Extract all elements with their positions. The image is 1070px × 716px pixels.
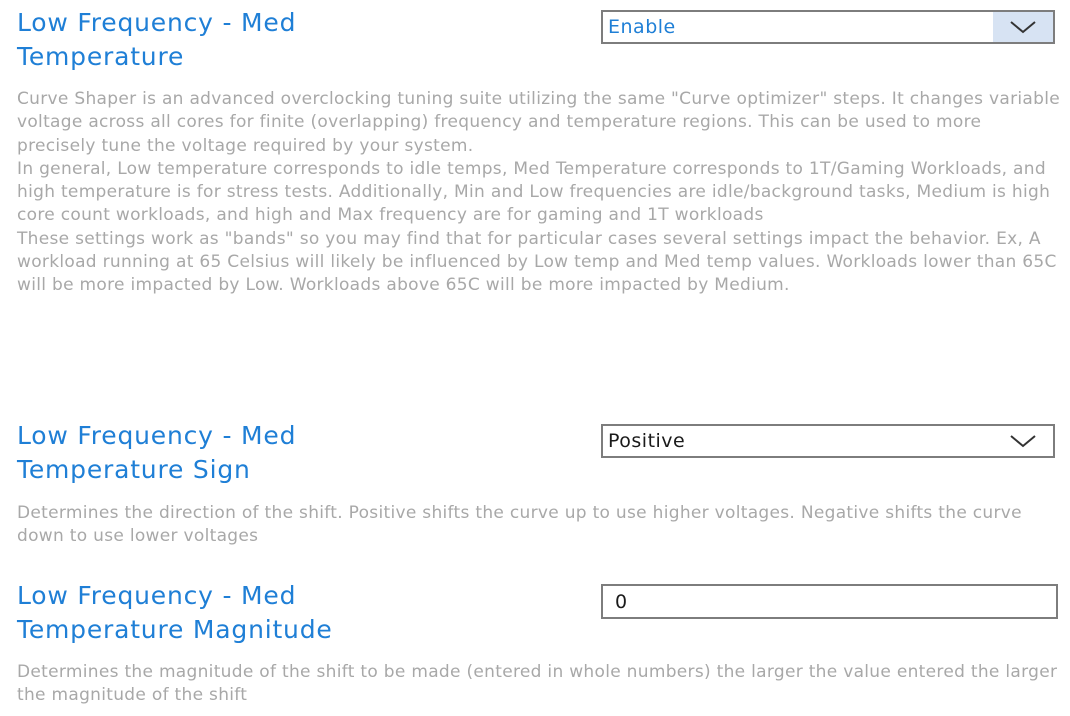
- select-value: Enable: [608, 12, 680, 42]
- description-paragraph: These settings work as "bands" so you may find that for particular cases several settings impact the behavior. Ex, A workload running at 65 Celsius will likely be influenced by Low temp and Med temp values. Workloads lower than 65C will be more impacted by Low. Workloads above 65C will be more impacted by Medium.: [17, 228, 1057, 296]
- setting-description: [17, 661, 1062, 708]
- sign-select[interactable]: [601, 424, 1055, 458]
- title-line-1: Low Frequency - Med: [17, 8, 297, 37]
- setting-title-sign: [17, 419, 537, 487]
- title-line-1: Low Frequency - Med: [17, 581, 297, 610]
- description-paragraph: Determines the direction of the shift. Positive shifts the curve up to use higher voltages. Negative shifts the curve down to use lower voltages: [17, 503, 1022, 547]
- setting-description: [17, 502, 1062, 549]
- description-paragraph: Curve Shaper is an advanced overclocking tuning suite utilizing the same "Curve optimizer" steps. It changes variable voltage across all cores for finite (overlapping) frequency and temperature regions. This can be used to more precisely tune the voltage required by your system.: [17, 89, 1060, 156]
- setting-title-magnitude: [17, 579, 537, 647]
- description-paragraph: In general, Low temperature corresponds to idle temps, Med Temperature corresponds to 1T/Gaming Workloads, and high temperature is for stress tests. Additionally, Min and Low frequencies are idle/background tasks, Medium is high core count workloads, and high and Max frequency are for gaming and 1T workloads: [17, 158, 1051, 226]
- curve-shaper-enable-select[interactable]: [601, 10, 1055, 44]
- title-line-2: Temperature Sign: [17, 455, 251, 484]
- setting-title-curve-shaper-enable: [17, 6, 537, 74]
- setting-description: [17, 88, 1062, 298]
- magnitude-input[interactable]: [601, 584, 1058, 619]
- select-value: Positive: [608, 430, 686, 452]
- title-line-2: Temperature Magnitude: [17, 615, 333, 644]
- chevron-down-icon[interactable]: [993, 12, 1053, 42]
- title-line-1: Low Frequency - Med: [17, 421, 297, 450]
- title-line-2: Temperature: [17, 42, 185, 71]
- description-paragraph: Determines the magnitude of the shift to be made (entered in whole numbers) the larger the value entered the larger the magnitude of the shift: [17, 662, 1058, 706]
- chevron-down-icon[interactable]: [993, 426, 1053, 456]
